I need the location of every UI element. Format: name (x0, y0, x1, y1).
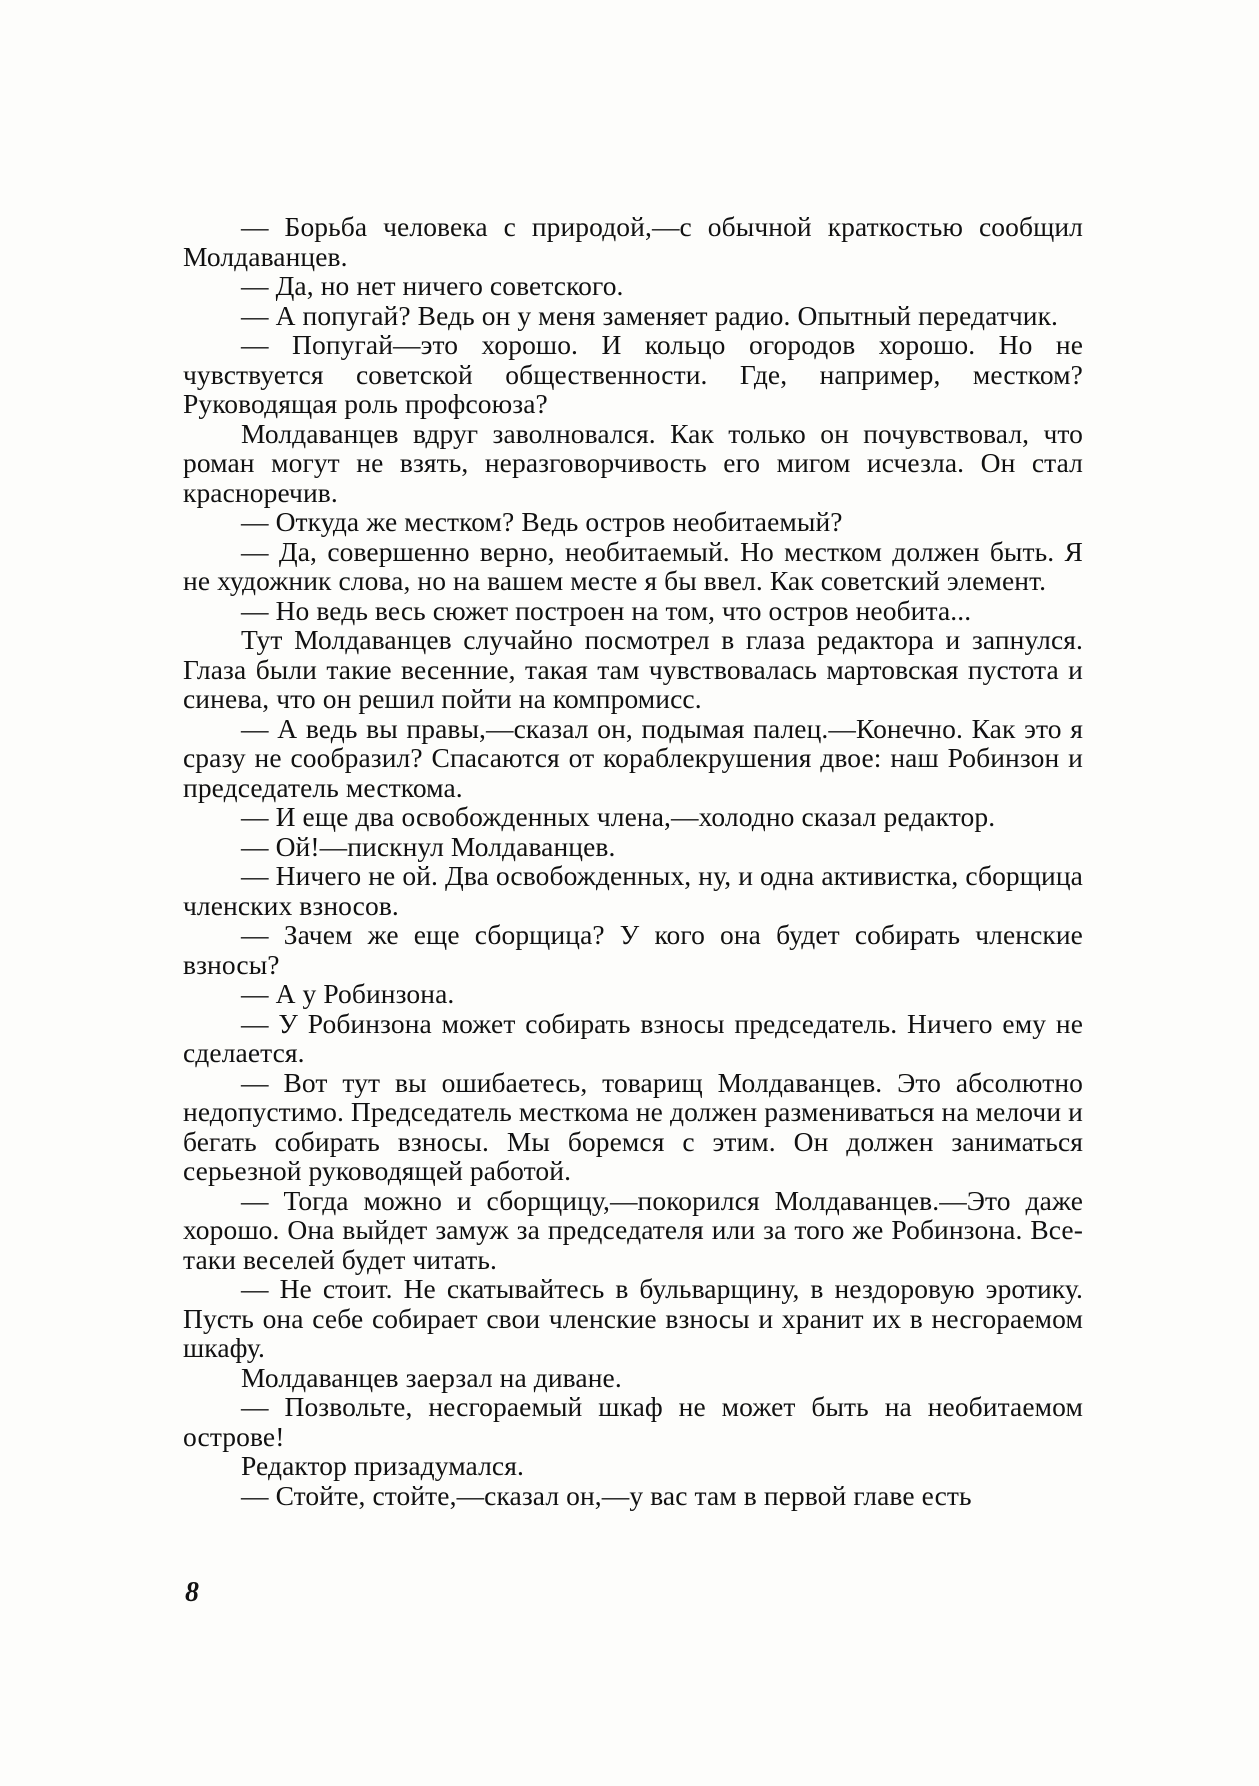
paragraph-1: — Борьба человека с природой,—с обычной краткостью сообщил Молдаванцев. (183, 211, 1083, 272)
paragraph-8: — Но ведь весь сюжет построен на том, что остров необита... (241, 594, 972, 626)
paragraph-7: — Да, совершенно верно, необитаемый. Но местком должен быть. Я не художник слова, но на вашем месте я бы ввел. Как советский элемент. (183, 535, 1083, 596)
paragraph-9: Тут Молдаванцев случайно посмотрел в глаза редактора и запнулся. Глаза были такие весенние, такая там чувствовалась мартовская пустота и синева, что он решил пойти на компромисс. (183, 624, 1083, 714)
paragraph-10: — А ведь вы правы,—сказал он, подымая палец.—Конечно. Как это я сразу не сообразил? Спасаются от кораблекрушения двое: наш Робинзон и председатель месткома. (183, 712, 1083, 803)
paragraph-4: — Попугай—это хорошо. И кольцо огородов хорошо. Но не чувствуется советской общественности. Где, например, местком? Руководящая роль профсоюза? (183, 329, 1083, 419)
paragraph-20: Молдаванцев заерзал на диване. (241, 1361, 622, 1393)
paragraph-21: — Позвольте, несгораемый шкаф не может быть на необитаемом острове! (183, 1391, 1083, 1452)
paragraph-5: Молдаванцев вдруг заволновался. Как только он почувствовал, что роман могут не взять, неразговорчивость его мигом исчезла. Он стал красноречив. (183, 417, 1083, 508)
paragraph-2: — Да, но нет ничего советского. (241, 270, 624, 301)
paragraph-3: — А попугай? Ведь он у меня заменяет радио. Опытный передатчик. (241, 299, 1058, 331)
paragraph-19: — Не стоит. Не скатывайтесь в бульварщину, в нездоровую эротику. Пусть она себе собирает свои членские взносы и хранит их в несгораемом шкафу. (183, 1273, 1083, 1363)
paragraph-17: — Вот тут вы ошибаетесь, товарищ Молдаванцев. Это абсолютно недопустимо. Председатель месткома не должен размениваться на мелочи и бегать собирать взносы. Мы боремся с этим. Он должен заниматься серьезной руководящей работой. (183, 1066, 1083, 1186)
paragraph-13: — Ничего не ой. Два освобожденных, ну, и одна активистка, сборщица членских взносов. (183, 860, 1083, 921)
paragraph-11: — И еще два освобожденных члена,—холодно сказал редактор. (241, 801, 996, 832)
page-number: 8 (185, 1577, 199, 1608)
paragraph-23: — Стойте, стойте,—сказал он,—у вас там в первой главе есть (241, 1479, 972, 1511)
paragraph-6: — Откуда же местком? Ведь остров необитаемый? (241, 506, 843, 537)
paragraph-16: — У Робинзона может собирать взносы председатель. Ничего ему не сделается. (183, 1007, 1083, 1068)
paragraph-22: Редактор призадумался. (241, 1450, 524, 1481)
paragraph-18: — Тогда можно и сборщицу,—покорился Молдаванцев.—Это даже хорошо. Она выйдет замуж за председателя или за того же Робинзона. Все-таки веселей будет читать. (183, 1184, 1083, 1275)
body-text (183, 212, 1083, 1510)
paragraph-12: — Ой!—пискнул Молдаванцев. (241, 830, 616, 862)
paragraph-15: — А у Робинзона. (241, 978, 455, 1009)
paragraph-14: — Зачем же еще сборщица? У кого она будет собирать членские взносы? (183, 919, 1083, 980)
